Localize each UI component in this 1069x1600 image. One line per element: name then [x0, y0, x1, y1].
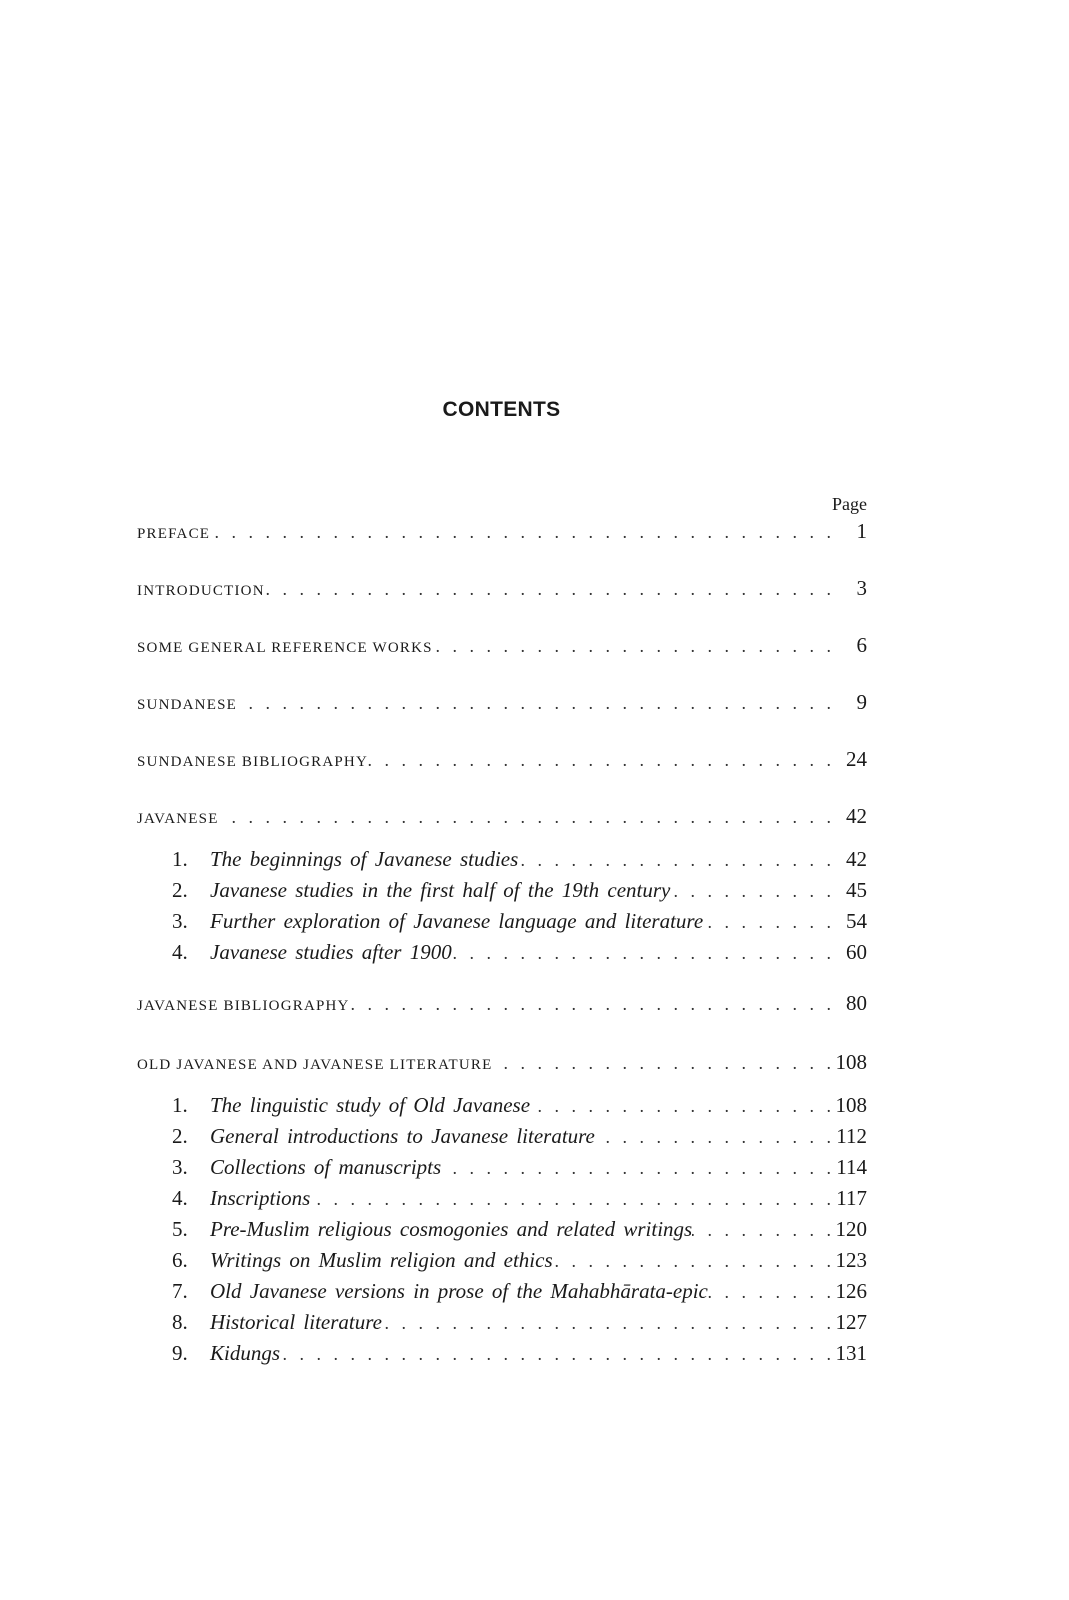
- toc-subentry-number: 3.: [172, 1155, 188, 1179]
- toc-entry-title: SUNDANESE BIBLIOGRAPHY: [137, 754, 368, 770]
- toc-subentry[interactable]: [137, 1338, 867, 1369]
- toc-page-number: 6: [856, 633, 867, 657]
- toc-page-number: 114: [836, 1155, 867, 1179]
- toc-page-number: 108: [835, 1093, 867, 1117]
- toc-subentry[interactable]: [137, 1245, 867, 1276]
- toc-subentry-title: The linguistic study of Old Javanese: [210, 1093, 531, 1117]
- dot-leader: [692, 1215, 835, 1246]
- toc-subentry-number: 9.: [172, 1341, 188, 1365]
- dot-leader: [280, 1339, 835, 1370]
- toc-page-number: 120: [835, 1217, 867, 1241]
- dot-leader: [265, 574, 835, 604]
- toc-entry-javanese[interactable]: [137, 787, 867, 844]
- toc-entry-title: JAVANESE: [137, 811, 219, 827]
- toc-page-number: 42: [846, 847, 867, 871]
- toc-subentry-title: Kidungs: [210, 1341, 281, 1365]
- toc-subentry[interactable]: [137, 1183, 867, 1214]
- toc-subentry-title: Old Javanese versions in prose of the Mahabhārata-epic: [210, 1279, 708, 1303]
- toc-subentry-title: Writings on Muslim religion and ethics: [210, 1248, 553, 1272]
- toc-page-number: 108: [835, 1050, 867, 1074]
- toc-page-number: 3: [856, 576, 867, 600]
- dot-leader: [595, 1122, 835, 1153]
- toc-subentry-title: Javanese studies in the first half of the 19th century: [210, 878, 671, 902]
- toc-page-number: 80: [846, 991, 867, 1015]
- toc-entry-introduction[interactable]: [137, 559, 867, 616]
- dot-leader: [492, 1048, 835, 1078]
- toc-entry-old-javanese-literature[interactable]: [137, 1033, 867, 1090]
- dot-leader: [382, 1308, 835, 1339]
- toc-entry-title: INTRODUCTION: [137, 583, 265, 599]
- toc-entry-title: SUNDANESE: [137, 697, 237, 713]
- dot-leader: [708, 1277, 835, 1308]
- toc-subentry[interactable]: [137, 1214, 867, 1245]
- dot-leader: [310, 1184, 835, 1215]
- toc-subentry-number: 5.: [172, 1217, 188, 1241]
- toc-entry-sundanese-bibliography[interactable]: [137, 730, 867, 787]
- toc-entry-sundanese[interactable]: [137, 673, 867, 730]
- dot-leader: [441, 1153, 835, 1184]
- toc-subentry[interactable]: [137, 906, 867, 937]
- toc-entry-title: JAVANESE BIBLIOGRAPHY: [137, 998, 350, 1014]
- toc-subentry-title: Javanese studies after 1900: [210, 940, 452, 964]
- toc-subentry-number: 3.: [172, 909, 188, 933]
- dot-leader: [452, 938, 835, 969]
- toc-entry-general-reference-works[interactable]: [137, 616, 867, 673]
- dot-leader: [518, 845, 835, 876]
- toc-subentry-number: 1.: [172, 1093, 188, 1117]
- toc-subentry-number: 4.: [172, 1186, 188, 1210]
- toc-subentry[interactable]: [137, 1090, 867, 1121]
- toc-page-number: 9: [856, 690, 867, 714]
- toc-entry-title: PREFACE: [137, 526, 211, 542]
- toc-subentry[interactable]: [137, 844, 867, 875]
- dot-leader: [703, 907, 835, 938]
- toc-entry-title: SOME GENERAL REFERENCE WORKS: [137, 640, 433, 656]
- toc-subentry-title: Collections of manuscripts: [210, 1155, 442, 1179]
- toc-subentry[interactable]: [137, 1152, 867, 1183]
- toc-subentry-number: 6.: [172, 1248, 188, 1272]
- toc-page-number: 117: [836, 1186, 867, 1210]
- toc-subentry-title: Inscriptions: [210, 1186, 311, 1210]
- toc-subentry-title: The beginnings of Javanese studies: [210, 847, 519, 871]
- page-title: CONTENTS: [442, 398, 561, 421]
- toc-page-number: 1: [856, 519, 867, 543]
- dot-leader: [219, 802, 835, 832]
- dot-leader: [433, 631, 835, 661]
- toc-page-number: 24: [846, 747, 867, 771]
- toc-subentry-number: 1.: [172, 847, 188, 871]
- toc-page-number: 54: [846, 909, 867, 933]
- toc-page-number: 45: [846, 878, 867, 902]
- dot-leader: [553, 1246, 835, 1277]
- toc-subentry[interactable]: [137, 1307, 867, 1338]
- toc-subentry-number: 8.: [172, 1310, 188, 1334]
- toc-subentry[interactable]: [137, 937, 867, 968]
- toc-page-number: 126: [835, 1279, 867, 1303]
- toc-subentry[interactable]: [137, 1121, 867, 1152]
- toc-page-number: 112: [836, 1124, 867, 1148]
- dot-leader: [350, 989, 835, 1019]
- toc-entry-preface[interactable]: [137, 516, 867, 559]
- toc-page-number: 42: [846, 804, 867, 828]
- table-of-contents: [137, 492, 867, 1369]
- toc-subentry-number: 4.: [172, 940, 188, 964]
- dot-leader: [670, 876, 835, 907]
- toc-subentry-title: Further exploration of Javanese language and literature: [210, 909, 704, 933]
- toc-subentry-title: Historical literature: [210, 1310, 382, 1334]
- page-column-header: Page: [832, 494, 867, 514]
- toc-subentry[interactable]: [137, 1276, 867, 1307]
- toc-entry-title: OLD JAVANESE AND JAVANESE LITERATURE: [137, 1057, 493, 1073]
- toc-subentry-title: Pre-Muslim religious cosmogonies and related writings: [210, 1217, 693, 1241]
- toc-page-number: 127: [835, 1310, 867, 1334]
- toc-subentry-number: 7.: [172, 1279, 188, 1303]
- toc-entry-javanese-bibliography[interactable]: [137, 968, 867, 1033]
- toc-subentry-number: 2.: [172, 878, 188, 902]
- toc-page-number: 131: [835, 1341, 867, 1365]
- toc-page-number: 60: [846, 940, 867, 964]
- toc-subentry-title: General introductions to Javanese literature: [210, 1124, 595, 1148]
- toc-subentry[interactable]: [137, 875, 867, 906]
- dot-leader: [368, 745, 835, 775]
- dot-leader: [210, 517, 835, 547]
- toc-subentry-number: 2.: [172, 1124, 188, 1148]
- toc-page-number: 123: [835, 1248, 867, 1272]
- dot-leader: [237, 688, 835, 718]
- dot-leader: [530, 1091, 835, 1122]
